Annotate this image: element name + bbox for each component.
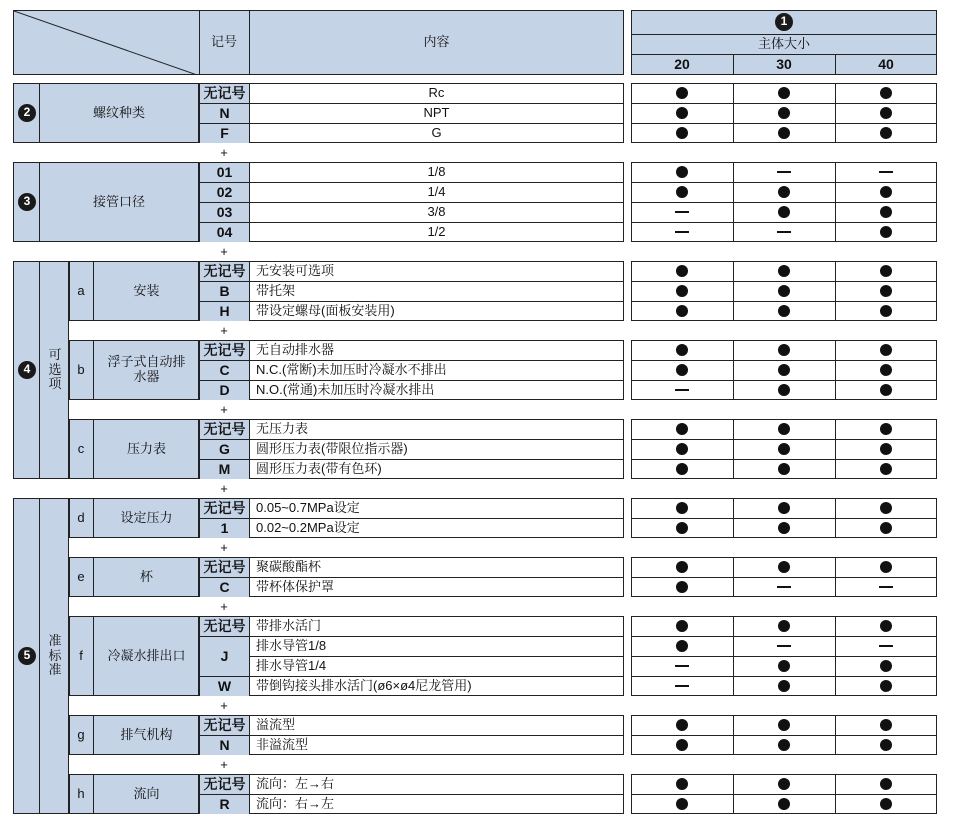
unavailable-dash-icon [879, 171, 893, 173]
option-description: 无自动排水器 [256, 341, 335, 357]
availability-cell [733, 577, 835, 597]
availability-cell [733, 419, 835, 439]
availability-cell [835, 182, 937, 202]
section-2-title: 螺纹种类 [92, 104, 145, 120]
availability-cell [835, 498, 937, 518]
available-dot-icon [676, 166, 688, 178]
available-dot-icon [880, 561, 892, 573]
unavailable-dash-icon [675, 231, 689, 233]
available-dot-icon [880, 739, 892, 751]
available-dot-icon [880, 305, 892, 317]
available-dot-icon [676, 127, 688, 139]
available-dot-icon [880, 384, 892, 396]
option-code: 02 [200, 183, 249, 202]
available-dot-icon [676, 107, 688, 119]
option-description: 带杯体保护罩 [256, 578, 335, 594]
section-5-marker: 5 [18, 647, 36, 665]
available-dot-icon [880, 226, 892, 238]
available-dot-icon [880, 463, 892, 475]
unavailable-dash-icon [777, 231, 791, 233]
plus-sign: + [220, 145, 228, 160]
availability-cell [733, 380, 835, 400]
availability-cell [631, 735, 733, 755]
available-dot-icon [676, 265, 688, 277]
availability-cell [631, 715, 733, 735]
available-dot-icon [676, 778, 688, 790]
unavailable-dash-icon [879, 645, 893, 647]
section-3-marker: 3 [18, 193, 36, 211]
unavailable-dash-icon [777, 586, 791, 588]
option-code: W [200, 677, 249, 696]
available-dot-icon [676, 305, 688, 317]
option-description: 流向：右→左 [256, 795, 335, 811]
availability-cell [835, 222, 937, 242]
availability-cell [733, 676, 835, 696]
available-dot-icon [880, 265, 892, 277]
option-code: 1 [200, 519, 249, 538]
availability-cell [631, 676, 733, 696]
option-description: 非溢流型 [256, 736, 309, 752]
option-code: D [200, 381, 249, 400]
availability-cell [631, 459, 733, 479]
option-description: 排水导管1/8 [256, 637, 327, 653]
availability-cell [631, 202, 733, 222]
option-code: 无记号 [200, 84, 249, 103]
availability-cell [733, 261, 835, 281]
option-code: 03 [200, 203, 249, 222]
grid-line [39, 261, 40, 479]
option-description: 无安装可选项 [256, 262, 335, 278]
available-dot-icon [778, 186, 790, 198]
availability-cell [631, 636, 733, 656]
grid-line [39, 83, 40, 143]
available-dot-icon [778, 423, 790, 435]
plus-sign: + [220, 698, 228, 713]
availability-cell [631, 222, 733, 242]
group-b-name: 浮子式自动排水器 [107, 354, 186, 384]
available-dot-icon [676, 364, 688, 376]
option-code: N [200, 736, 249, 755]
plus-sign: + [220, 402, 228, 417]
available-dot-icon [778, 443, 790, 455]
unavailable-dash-icon [777, 171, 791, 173]
option-description: 带设定螺母(面板安装用) [256, 302, 395, 318]
plus-sign: + [220, 599, 228, 614]
availability-cell [835, 162, 937, 182]
available-dot-icon [778, 778, 790, 790]
availability-cell [733, 656, 835, 676]
available-dot-icon [676, 87, 688, 99]
group-h-name: 流向 [133, 785, 160, 801]
option-code: B [200, 282, 249, 301]
available-dot-icon [880, 719, 892, 731]
option-description: 无压力表 [256, 420, 309, 436]
availability-cell [835, 616, 937, 636]
available-dot-icon [880, 778, 892, 790]
option-description: 圆形压力表(带有色环) [256, 460, 382, 476]
availability-cell [631, 656, 733, 676]
available-dot-icon [778, 364, 790, 376]
available-dot-icon [676, 443, 688, 455]
section-3-label-box [13, 162, 199, 242]
option-code: R [200, 795, 249, 814]
section-4-marker: 4 [18, 361, 36, 379]
available-dot-icon [778, 739, 790, 751]
available-dot-icon [778, 127, 790, 139]
available-dot-icon [676, 581, 688, 593]
availability-cell [631, 340, 733, 360]
availability-cell [733, 202, 835, 222]
available-dot-icon [676, 640, 688, 652]
available-dot-icon [778, 463, 790, 475]
option-description: N.C.(常断)未加压时冷凝水不排出 [256, 361, 447, 377]
option-description: 1/2 [427, 223, 446, 239]
available-dot-icon [676, 522, 688, 534]
availability-cell [835, 557, 937, 577]
option-description: 带托架 [256, 282, 296, 298]
available-dot-icon [676, 186, 688, 198]
option-description: 带排水活门 [256, 617, 322, 633]
availability-cell [835, 83, 937, 103]
available-dot-icon [880, 127, 892, 139]
grid-line [39, 498, 40, 814]
availability-cell [733, 498, 835, 518]
availability-cell [835, 202, 937, 222]
availability-cell [733, 301, 835, 321]
size-40: 40 [878, 56, 894, 73]
group-f-letter: f [79, 647, 83, 663]
available-dot-icon [880, 344, 892, 356]
available-dot-icon [880, 107, 892, 119]
option-description: 带倒钩接头排水活门(ø6×ø4尼龙管用) [256, 677, 472, 693]
available-dot-icon [676, 463, 688, 475]
group-g-name: 排气机构 [120, 726, 173, 742]
option-description: 圆形压力表(带限位指示器) [256, 440, 408, 456]
option-description: NPT [423, 104, 450, 120]
availability-cell [835, 774, 937, 794]
option-code: N [200, 104, 249, 123]
available-dot-icon [778, 305, 790, 317]
availability-cell [835, 360, 937, 380]
available-dot-icon [880, 364, 892, 376]
available-dot-icon [676, 620, 688, 632]
availability-cell [631, 419, 733, 439]
available-dot-icon [676, 739, 688, 751]
group-b-letter: b [77, 361, 85, 377]
size-20: 20 [674, 56, 690, 73]
option-code: 无记号 [200, 341, 249, 360]
section-marker-cell [14, 84, 40, 142]
grid-line [835, 54, 836, 75]
availability-cell [631, 281, 733, 301]
availability-cell [733, 281, 835, 301]
availability-cell [733, 439, 835, 459]
plus-sign: + [220, 540, 228, 555]
unavailable-dash-icon [675, 665, 689, 667]
availability-cell [733, 794, 835, 814]
availability-cell [631, 616, 733, 636]
available-dot-icon [880, 206, 892, 218]
availability-cell [631, 380, 733, 400]
availability-cell [631, 182, 733, 202]
availability-cell [631, 439, 733, 459]
available-dot-icon [880, 798, 892, 810]
availability-cell [733, 636, 835, 656]
available-dot-icon [778, 798, 790, 810]
plus-sign: + [220, 757, 228, 772]
grid-line [733, 54, 734, 75]
group-e-letter: e [77, 568, 85, 584]
availability-cell [733, 459, 835, 479]
grid-line [39, 162, 40, 242]
availability-cell [733, 123, 835, 143]
available-dot-icon [880, 660, 892, 672]
availability-cell [835, 636, 937, 656]
option-code: G [200, 440, 249, 459]
unavailable-dash-icon [777, 645, 791, 647]
availability-cell [733, 340, 835, 360]
availability-cell [835, 735, 937, 755]
availability-cell [631, 360, 733, 380]
header-marker-cell [631, 11, 937, 33]
section-2-marker: 2 [18, 104, 36, 122]
available-dot-icon [778, 87, 790, 99]
section-marker-cell [14, 499, 40, 813]
availability-cell [835, 123, 937, 143]
availability-cell [835, 518, 937, 538]
available-dot-icon [880, 186, 892, 198]
availability-cell [733, 715, 835, 735]
option-code: 无记号 [200, 617, 249, 636]
availability-cell [835, 656, 937, 676]
option-description: 3/8 [427, 203, 446, 219]
availability-cell [733, 162, 835, 182]
available-dot-icon [676, 798, 688, 810]
option-description: N.O.(常通)未加压时冷凝水排出 [256, 381, 435, 397]
section-marker-cell [14, 262, 40, 478]
unavailable-dash-icon [675, 685, 689, 687]
option-description: 聚碳酸酯杯 [256, 558, 322, 574]
availability-cell [733, 518, 835, 538]
availability-cell [733, 182, 835, 202]
availability-cell [733, 222, 835, 242]
available-dot-icon [880, 620, 892, 632]
availability-cell [835, 459, 937, 479]
available-dot-icon [778, 502, 790, 514]
availability-cell [835, 340, 937, 360]
availability-cell [631, 123, 733, 143]
group-a-name: 安装 [133, 282, 160, 298]
option-description: Rc [428, 84, 445, 100]
group-d-letter: d [77, 509, 85, 525]
availability-cell [631, 557, 733, 577]
available-dot-icon [778, 561, 790, 573]
available-dot-icon [778, 620, 790, 632]
available-dot-icon [676, 502, 688, 514]
availability-cell [835, 103, 937, 123]
availability-cell [733, 557, 835, 577]
availability-cell [733, 83, 835, 103]
plus-sign: + [220, 323, 228, 338]
plus-sign: + [220, 244, 228, 259]
option-description: 0.05~0.7MPa设定 [256, 499, 360, 515]
available-dot-icon [778, 719, 790, 731]
option-code: 01 [200, 163, 249, 182]
option-code: C [200, 361, 249, 380]
body-size-marker: 1 [775, 13, 793, 31]
option-code: 无记号 [200, 499, 249, 518]
unavailable-dash-icon [675, 211, 689, 213]
available-dot-icon [778, 265, 790, 277]
section-marker-cell [14, 163, 40, 241]
section-3-title: 接管口径 [92, 193, 145, 209]
option-code: 04 [200, 223, 249, 242]
group-h-letter: h [77, 785, 85, 801]
availability-cell [733, 103, 835, 123]
option-description: 流向：左→右 [256, 775, 335, 791]
availability-cell [835, 281, 937, 301]
availability-cell [631, 518, 733, 538]
available-dot-icon [676, 561, 688, 573]
group-f-name: 冷凝水排出口 [107, 647, 186, 663]
section-5-title: 准标准 [48, 632, 62, 678]
section-5-label-box [13, 498, 69, 814]
plus-sign: + [220, 481, 228, 496]
section-4-title: 可选项 [48, 346, 62, 392]
availability-cell [631, 162, 733, 182]
option-code: C [200, 578, 249, 597]
group-c-name: 压力表 [126, 440, 166, 456]
availability-cell [835, 380, 937, 400]
option-description: 排水导管1/4 [256, 657, 327, 673]
header-diagonal [14, 11, 200, 75]
header-code-label: 记号 [210, 34, 237, 50]
availability-cell [631, 774, 733, 794]
availability-cell [835, 715, 937, 735]
option-description: G [431, 124, 442, 140]
available-dot-icon [676, 285, 688, 297]
option-code: F [200, 124, 249, 143]
availability-cell [733, 616, 835, 636]
group-c-letter: c [77, 440, 85, 456]
availability-cell [835, 676, 937, 696]
availability-cell [733, 774, 835, 794]
option-description: 1/4 [427, 183, 446, 199]
option-code: 无记号 [200, 716, 249, 735]
option-code: 无记号 [200, 775, 249, 794]
availability-cell [835, 577, 937, 597]
unavailable-dash-icon [675, 389, 689, 391]
available-dot-icon [880, 87, 892, 99]
availability-cell [631, 83, 733, 103]
availability-cell [733, 735, 835, 755]
unavailable-dash-icon [879, 586, 893, 588]
body-size-label: 主体大小 [757, 35, 810, 51]
availability-cell [835, 439, 937, 459]
available-dot-icon [880, 443, 892, 455]
available-dot-icon [778, 660, 790, 672]
available-dot-icon [778, 680, 790, 692]
availability-cell [631, 301, 733, 321]
availability-cell [835, 794, 937, 814]
available-dot-icon [676, 344, 688, 356]
size-30: 30 [776, 56, 792, 73]
available-dot-icon [778, 285, 790, 297]
option-code: H [200, 302, 249, 321]
available-dot-icon [676, 719, 688, 731]
availability-cell [835, 261, 937, 281]
availability-cell [631, 577, 733, 597]
option-code: 无记号 [200, 420, 249, 439]
option-description: 0.02~0.2MPa设定 [256, 519, 360, 535]
available-dot-icon [880, 285, 892, 297]
group-a-letter: a [77, 282, 85, 298]
option-code: M [200, 460, 249, 479]
availability-cell [631, 498, 733, 518]
availability-cell [631, 103, 733, 123]
option-description: 1/8 [427, 163, 446, 179]
group-g-letter: g [77, 726, 85, 742]
available-dot-icon [778, 206, 790, 218]
available-dot-icon [778, 107, 790, 119]
available-dot-icon [880, 522, 892, 534]
availability-cell [835, 419, 937, 439]
available-dot-icon [778, 344, 790, 356]
option-code: 无记号 [200, 262, 249, 281]
available-dot-icon [880, 680, 892, 692]
available-dot-icon [778, 522, 790, 534]
section-2-label-box [13, 83, 199, 143]
availability-cell [733, 360, 835, 380]
option-code: 无记号 [200, 558, 249, 577]
header-content-label: 内容 [423, 34, 450, 50]
group-d-name: 设定压力 [120, 509, 173, 525]
section-4-label-box [13, 261, 69, 479]
available-dot-icon [676, 423, 688, 435]
option-description: 溢流型 [256, 716, 296, 732]
available-dot-icon [778, 384, 790, 396]
option-code: J [200, 637, 249, 676]
group-e-name: 杯 [139, 568, 153, 584]
availability-cell [631, 261, 733, 281]
available-dot-icon [880, 423, 892, 435]
availability-cell [835, 301, 937, 321]
available-dot-icon [880, 502, 892, 514]
availability-cell [631, 794, 733, 814]
